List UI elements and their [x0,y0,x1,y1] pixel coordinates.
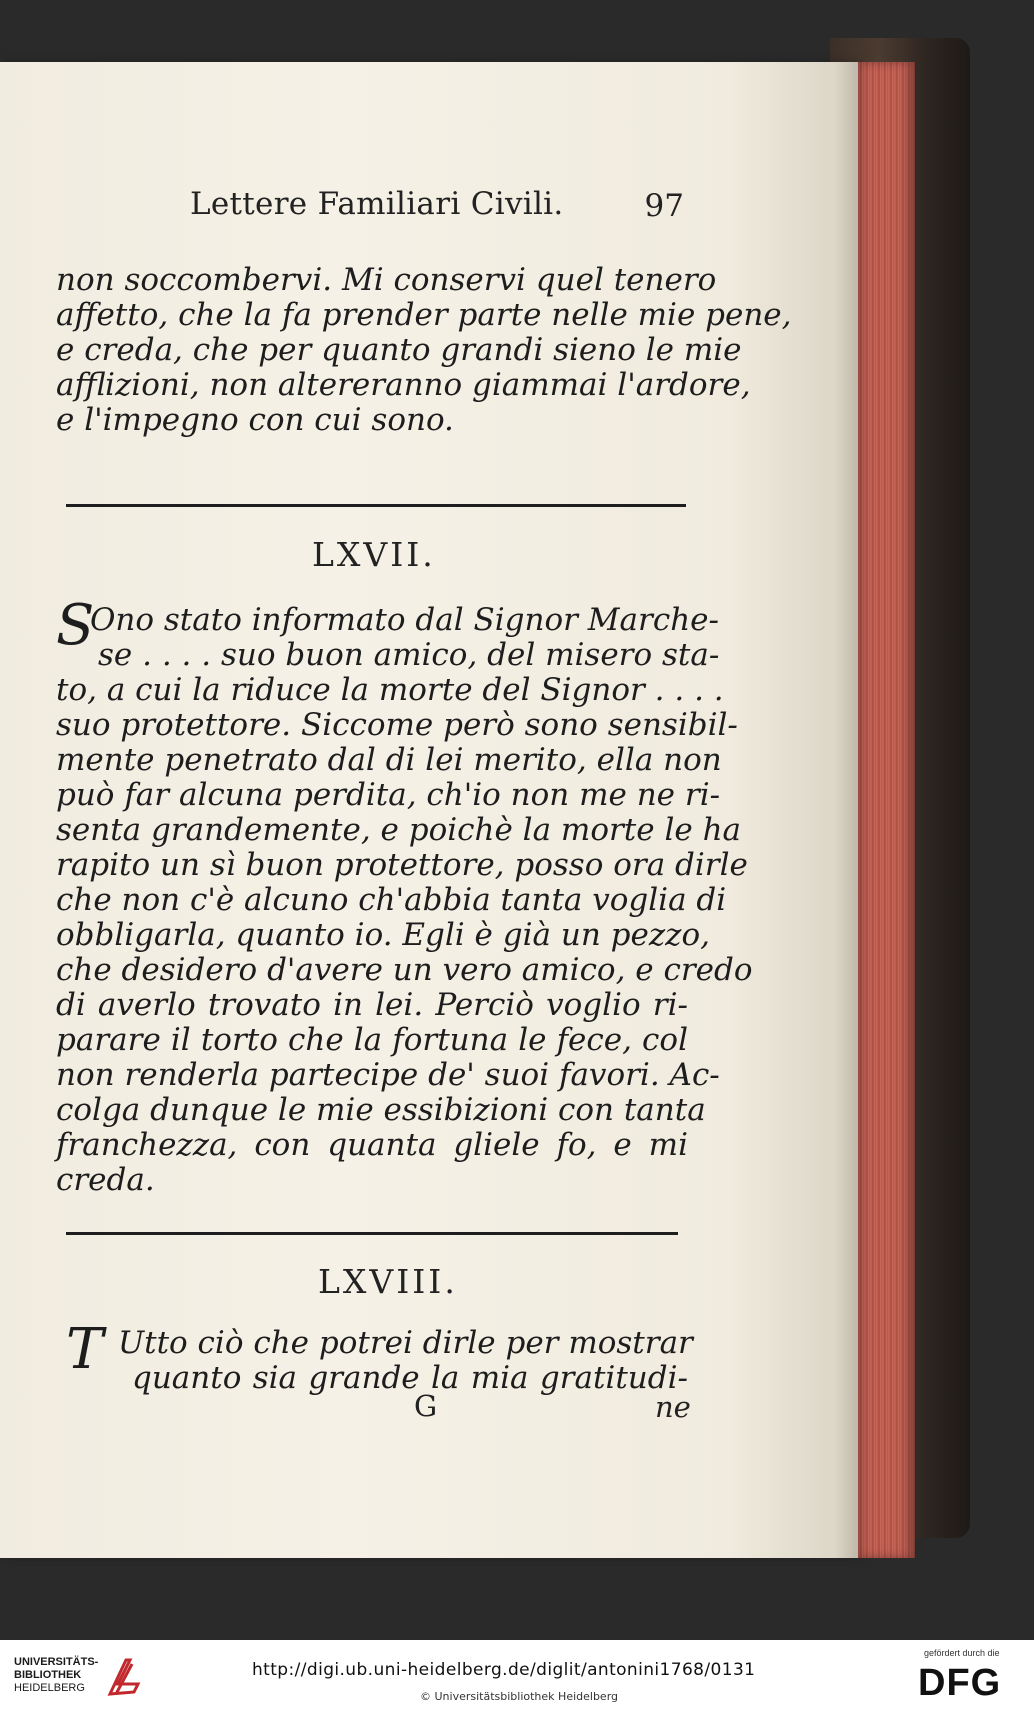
drop-cap-s: S [56,593,95,658]
text-line: di averlo trovato in lei. Perciò voglio ri- [56,987,688,1023]
page-shadow [835,62,858,1558]
viewer-footer [0,1640,1034,1715]
funder-caption: gefördert durch die [924,1648,1000,1658]
text-line: e creda, che per quanto grandi sieno le mie [56,332,742,368]
text-line: senta grandemente, e poichè la morte le ha [56,812,742,848]
text-line: quanto sia grande la mia gratitudi- [132,1360,688,1396]
text-line: non renderla partecipe de' suoi favori. Ac- [56,1057,720,1093]
section-rule [66,504,686,507]
text-line: Utto ciò che potrei dirle per mostrar [118,1325,693,1361]
library-logo-icon [104,1654,144,1698]
text-line: Ono stato informato dal Signor Marche- [90,602,719,638]
text-line: to, a cui la riduce la morte del Signor . . . . [56,672,724,708]
page-number: 97 [644,188,684,224]
text-line: obbligarla, quanto io. Egli è già un pezzo, [56,917,711,953]
drop-cap-t: T [66,1317,104,1382]
library-name [14,1656,98,1695]
text-line: può far alcuna perdita, ch'io non me ne ri- [56,777,721,813]
permalink-url[interactable]: http://digi.ub.uni-heidelberg.de/diglit/antonini1768/0131 [252,1660,756,1680]
library-line: UNIVERSITÄTS- [14,1656,99,1668]
signature-mark: G [414,1389,438,1423]
text-line: mente penetrato dal di lei merito, ella non [56,742,722,778]
section-rule [66,1232,678,1235]
library-line: HEIDELBERG [14,1682,85,1694]
text-line: parare il torto che la fortuna le fece, col [56,1022,688,1058]
library-line: BIBLIOTHEK [14,1669,82,1681]
text-line: se . . . . suo buon amico, del misero sta- [98,637,720,673]
text-line: creda. [56,1162,155,1198]
text-line: che desidero d'avere un vero amico, e credo [56,952,753,988]
text-line: franchezza, con quanta gliele fo, e mi [56,1127,688,1163]
copyright-notice: © Universitätsbibliothek Heidelberg [420,1690,619,1703]
section-heading-lxviii: LXVIII. [318,1262,458,1301]
text-line: suo protettore. Siccome però sono sensibil- [56,707,738,743]
paragraph-continued [56,262,792,438]
text-line: affetto, che la fa prender parte nelle mie pene, [56,297,792,333]
text-line: che non c'è alcuno ch'abbia tanta voglia di [56,882,727,918]
dfg-logo: DFG [918,1662,1002,1704]
letter-lxviii-body [118,1325,693,1396]
letter-lxvii-body [56,602,753,1198]
text-line: non soccombervi. Mi conservi quel tenero [56,262,717,298]
text-line: afflizioni, non altereranno giammai l'ardore, [56,367,751,403]
catchword: ne [655,1390,691,1424]
running-title: Lettere Familiari Civili. [190,186,564,222]
text-line: colga dunque le mie essibizioni con tanta [56,1092,706,1128]
text-line: rapito un sì buon protettore, posso ora dirle [56,847,748,883]
running-header [190,186,690,226]
text-line: e l'impegno con cui sono. [56,402,454,438]
section-heading-lxvii: LXVII. [312,535,436,574]
